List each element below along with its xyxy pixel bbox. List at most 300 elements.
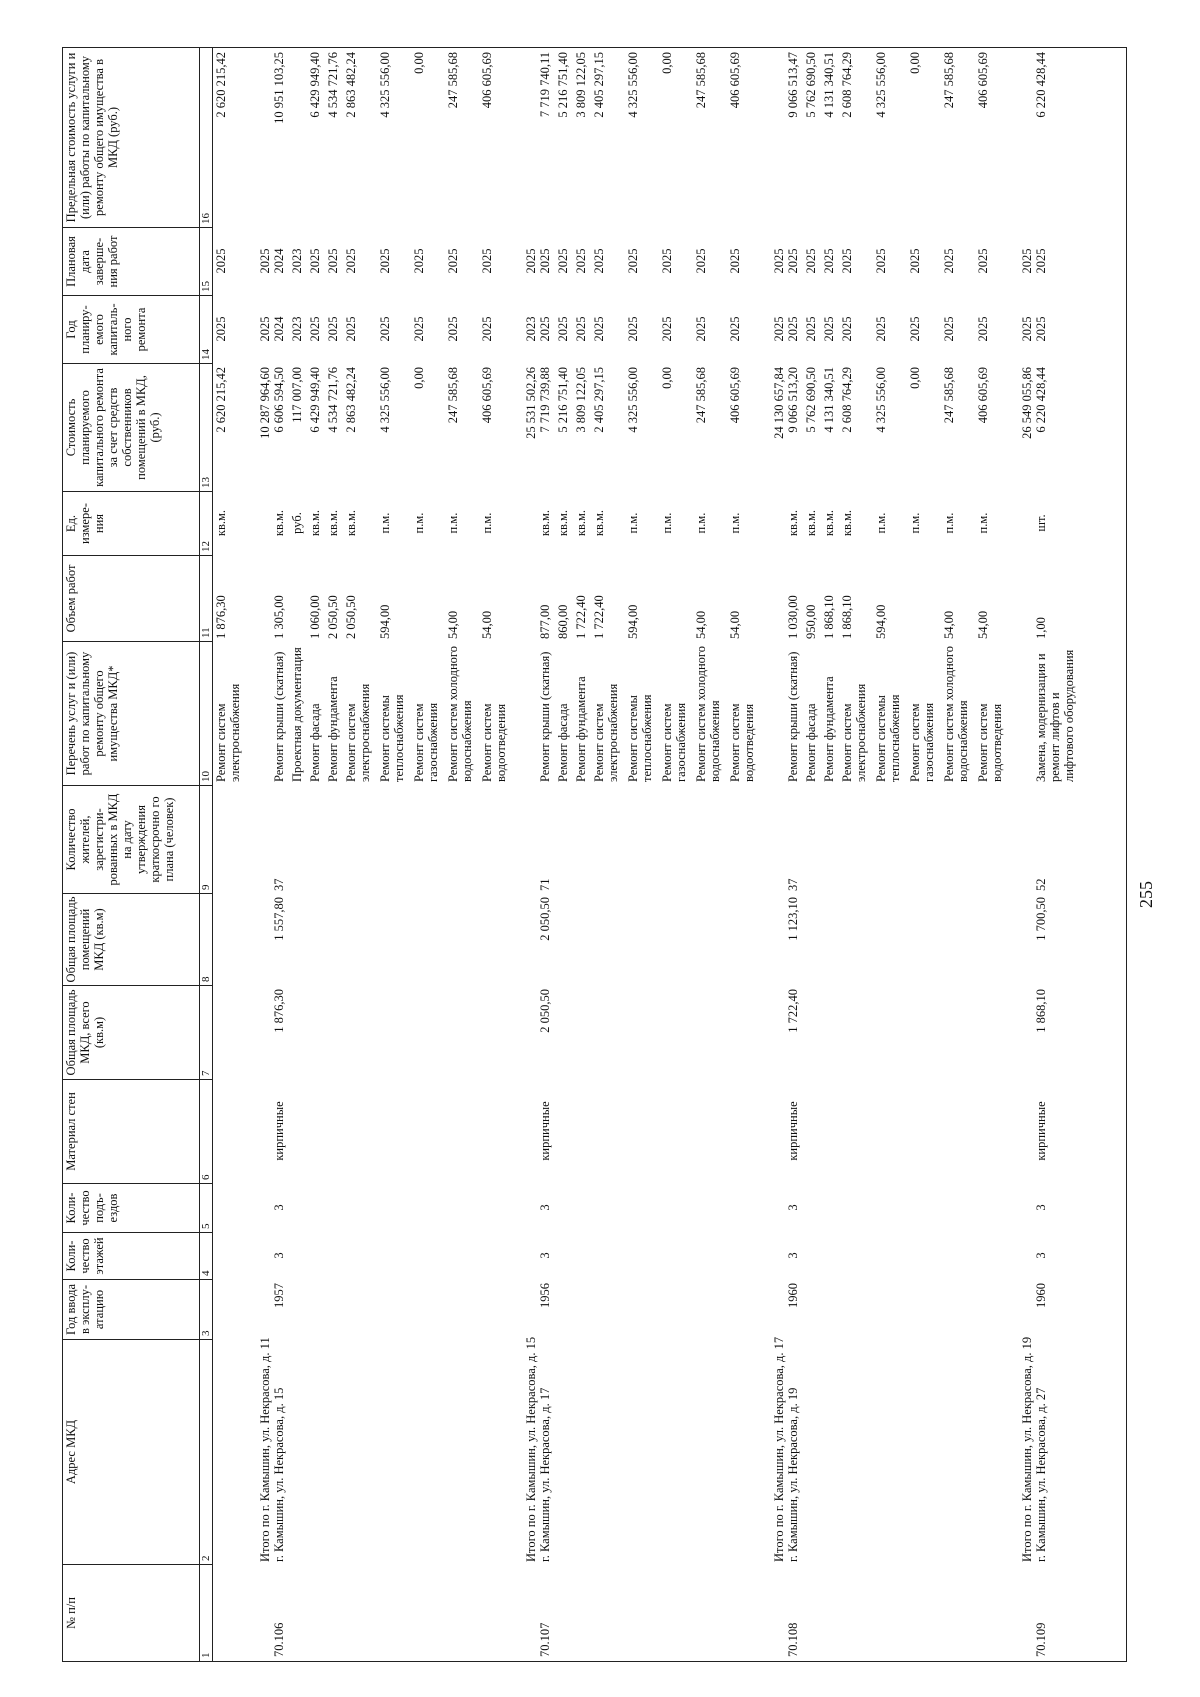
limit-cost: 6 429 949,40: [308, 52, 322, 118]
repair-year: 2025: [626, 316, 640, 342]
service-row: [290, 48, 304, 1661]
limit-cost: 4 325 556,00: [626, 52, 640, 118]
work-volume: 1 722,40: [574, 595, 588, 639]
entrances-count: 3: [786, 1204, 800, 1211]
planned-cost: 406 605,69: [976, 367, 990, 424]
unit: кв.м.: [214, 509, 228, 537]
column-header-13: Стоимость планируемого капитального ремонта за счет средств собственников помещений в МКД, (руб.): [63, 363, 199, 491]
total-year: 2025: [772, 316, 786, 342]
total-end-date: 2025: [772, 248, 786, 274]
service-row: [908, 48, 936, 1661]
total-area: 2 050,50: [538, 989, 552, 1033]
service-row: [874, 48, 902, 1661]
unit: кв.м.: [822, 509, 836, 537]
planned-cost: 117 007,00: [290, 367, 304, 423]
planned-cost: 4 325 556,00: [874, 367, 888, 433]
column-number-8: 8: [199, 893, 213, 985]
floors-count: 3: [538, 1252, 552, 1259]
planned-cost: 5 216 751,40: [556, 367, 570, 433]
end-date: 2025: [626, 248, 640, 274]
service-row: [480, 48, 508, 1661]
work-volume: 877,00: [538, 604, 552, 639]
work-volume: 54,00: [976, 610, 990, 639]
end-date: 2025: [214, 248, 228, 274]
column-header-4: Коли-чество этажей: [63, 1232, 199, 1279]
service-name: Ремонт систем холодного водоснабжения: [446, 646, 474, 782]
limit-cost: 406 605,69: [728, 52, 742, 109]
unit: руб.: [290, 512, 304, 534]
total-label: Итого по г. Камышин, ул. Некрасова, д. 17: [772, 1336, 786, 1562]
end-date: 2024: [272, 248, 286, 274]
end-date: 2025: [694, 248, 708, 274]
total-year: 2023: [524, 316, 538, 342]
service-name: Ремонт фундамента: [326, 676, 340, 782]
rooms-area: 2 050,50: [538, 897, 552, 941]
planned-cost: 6 606 594,50: [272, 367, 286, 433]
repair-year: 2025: [378, 316, 392, 342]
column-header-12: Ед. измере-ния: [63, 491, 199, 555]
repair-year: 2025: [804, 316, 818, 342]
total-year: 2025: [258, 316, 272, 342]
unit: кв.м.: [344, 509, 358, 537]
end-date: 2025: [728, 248, 742, 274]
residents-count: 71: [538, 878, 552, 891]
repair-year: 2025: [412, 316, 426, 342]
service-name: Замена, модернизация и ремонт лифтов и лифтового оборудования: [1034, 649, 1076, 782]
building-address: г. Камышин, ул. Некрасова, д. 15: [272, 1387, 286, 1562]
service-name: Ремонт фасада: [308, 703, 322, 782]
repair-year: 2025: [660, 316, 674, 342]
total-end-date: 2025: [258, 248, 272, 274]
column-number-2: 2: [199, 1339, 213, 1564]
total-label: Итого по г. Камышин, ул. Некрасова, д. 15: [524, 1336, 538, 1562]
work-volume: 1 305,00: [272, 595, 286, 639]
unit: п.м.: [694, 512, 708, 534]
column-number-6: 6: [199, 1079, 213, 1183]
unit: п.м.: [942, 512, 956, 534]
end-date: 2025: [786, 248, 800, 274]
work-volume: 1 876,30: [214, 595, 228, 639]
work-volume: 594,00: [378, 604, 392, 639]
column-number-11: 11: [199, 555, 213, 641]
planned-cost: 6 429 949,40: [308, 367, 322, 433]
repair-year: 2025: [942, 316, 956, 342]
limit-cost: 6 220 428,44: [1034, 52, 1048, 118]
total-area: 1 868,10: [1034, 989, 1048, 1033]
wall-material: кирпичные: [538, 1101, 552, 1161]
unit: п.м.: [660, 512, 674, 534]
service-name: Ремонт крыши (скатная): [538, 651, 552, 782]
unit: кв.м.: [786, 509, 800, 537]
column-header-11: Объем работ: [63, 555, 199, 641]
entrances-count: 3: [1034, 1204, 1048, 1211]
repair-year: 2025: [214, 316, 228, 342]
floors-count: 3: [272, 1252, 286, 1259]
work-volume: 1 060,00: [308, 595, 322, 639]
service-name: Ремонт системы теплоснабжения: [626, 694, 654, 782]
planned-cost: 4 131 340,51: [822, 367, 836, 433]
item-number: 70.107: [538, 1622, 552, 1657]
work-volume: 1 868,10: [822, 595, 836, 639]
total-row: [1020, 48, 1034, 1661]
work-volume: 54,00: [728, 610, 742, 639]
column-header-7: Общая площадь МКД, всего (кв.м): [63, 985, 199, 1079]
end-date: 2025: [308, 248, 322, 274]
service-row: [574, 48, 588, 1661]
repair-year: 2023: [290, 316, 304, 342]
planned-cost: 247 585,68: [694, 367, 708, 424]
page-number: 255: [1136, 881, 1156, 908]
limit-cost: 9 066 513,47: [786, 52, 800, 118]
end-date: 2025: [822, 248, 836, 274]
service-row: [344, 48, 372, 1661]
total-year: 2025: [1020, 316, 1034, 342]
repair-year: 2025: [1034, 316, 1048, 342]
service-row: [556, 48, 570, 1661]
end-date: 2025: [556, 248, 570, 274]
year-built: 1957: [272, 1283, 286, 1308]
residents-count: 37: [786, 878, 800, 891]
planned-cost: 0,00: [412, 367, 426, 389]
limit-cost: 247 585,68: [694, 52, 708, 109]
column-header-9: Количество жителей, зарегистри-рованных в МКД на дату утверждения краткосрочно го плана (человек): [63, 785, 199, 893]
service-row: [538, 48, 552, 1661]
building-address: г. Камышин, ул. Некрасова, д. 17: [538, 1387, 552, 1562]
service-row: [626, 48, 654, 1661]
work-volume: 1 030,00: [786, 595, 800, 639]
column-number-12: 12: [199, 491, 213, 555]
repair-year: 2025: [574, 316, 588, 342]
unit: кв.м.: [272, 509, 286, 537]
planned-cost: 9 066 513,20: [786, 367, 800, 433]
end-date: 2023: [290, 248, 304, 274]
repair-year: 2025: [786, 316, 800, 342]
planned-cost: 2 863 482,24: [344, 367, 358, 433]
limit-cost: 247 585,68: [446, 52, 460, 109]
end-date: 2025: [874, 248, 888, 274]
limit-cost: 5 216 751,40: [556, 52, 570, 118]
unit: п.м.: [908, 512, 922, 534]
service-row: [308, 48, 322, 1661]
limit-cost: 10 951 103,25: [272, 52, 286, 124]
end-date: 2025: [942, 248, 956, 274]
planned-cost: 2 608 764,29: [840, 367, 854, 433]
planned-cost: 6 220 428,44: [1034, 367, 1048, 433]
column-number-14: 14: [199, 295, 213, 363]
total-area: 1 722,40: [786, 989, 800, 1033]
unit: кв.м.: [326, 509, 340, 537]
unit: кв.м.: [592, 509, 606, 537]
planned-cost: 5 762 690,50: [804, 367, 818, 433]
service-row: [804, 48, 818, 1661]
item-number: 70.108: [786, 1622, 800, 1657]
limit-cost: 2 863 482,24: [344, 52, 358, 118]
limit-cost: 4 325 556,00: [874, 52, 888, 118]
service-row: [446, 48, 474, 1661]
service-name: Ремонт систем электроснабжения: [214, 683, 242, 782]
service-name: Ремонт систем электроснабжения: [840, 683, 868, 782]
limit-cost: 406 605,69: [480, 52, 494, 109]
wall-material: кирпичные: [1034, 1101, 1048, 1161]
end-date: 2025: [908, 248, 922, 274]
work-volume: 54,00: [942, 610, 956, 639]
service-name: Ремонт систем водоотведения: [480, 703, 508, 782]
total-cost: 10 287 964,60: [258, 367, 272, 439]
service-row: [378, 48, 406, 1661]
repair-year: 2025: [446, 316, 460, 342]
service-name: Ремонт крыши (скатная): [786, 651, 800, 782]
planned-cost: 4 325 556,00: [378, 367, 392, 433]
limit-cost: 4 131 340,51: [822, 52, 836, 118]
total-cost: 25 531 502,26: [524, 367, 538, 439]
total-row: [524, 48, 538, 1661]
work-volume: 1 868,10: [840, 595, 854, 639]
limit-cost: 0,00: [660, 52, 674, 74]
service-name: Ремонт системы теплоснабжения: [378, 694, 406, 782]
column-number-9: 9: [199, 785, 213, 893]
end-date: 2025: [804, 248, 818, 274]
unit: п.м.: [480, 512, 494, 534]
total-row: [258, 48, 272, 1661]
service-name: Ремонт фасада: [804, 703, 818, 782]
end-date: 2025: [446, 248, 460, 274]
service-name: Ремонт систем электроснабжения: [592, 683, 620, 782]
column-number-10: 10: [199, 641, 213, 785]
end-date: 2025: [574, 248, 588, 274]
repair-year: 2025: [344, 316, 358, 342]
floors-count: 3: [1034, 1252, 1048, 1259]
planned-cost: 7 719 739,88: [538, 367, 552, 433]
limit-cost: 4 325 556,00: [378, 52, 392, 118]
unit: п.м.: [378, 512, 392, 534]
limit-cost: 247 585,68: [942, 52, 956, 109]
column-header-1: № п/п: [63, 1564, 199, 1661]
unit: п.м.: [446, 512, 460, 534]
total-cost: 26 549 055,86: [1020, 367, 1034, 439]
work-volume: 1,00: [1034, 617, 1048, 639]
total-area: 1 876,30: [272, 989, 286, 1033]
column-header-14: Год планиру-емого капиталь-ного ремонта: [63, 295, 199, 363]
unit: кв.м.: [556, 509, 570, 537]
service-name: Ремонт систем водоотведения: [728, 703, 756, 782]
unit: п.м.: [412, 512, 426, 534]
end-date: 2025: [592, 248, 606, 274]
end-date: 2025: [378, 248, 392, 274]
total-label: Итого по г. Камышин, ул. Некрасова, д. 11: [258, 1337, 272, 1562]
service-row: [660, 48, 688, 1661]
service-name: Ремонт систем электроснабжения: [344, 683, 372, 782]
end-date: 2025: [1034, 248, 1048, 274]
service-row: [592, 48, 620, 1661]
end-date: 2025: [326, 248, 340, 274]
column-number-15: 15: [199, 227, 213, 295]
column-header-15: Плановая дата заверше-ния работ: [63, 227, 199, 295]
repair-year: 2025: [592, 316, 606, 342]
service-name: Ремонт систем газоснабжения: [908, 702, 936, 782]
end-date: 2025: [538, 248, 552, 274]
service-name: Ремонт фундамента: [574, 676, 588, 782]
work-volume: 2 050,50: [326, 595, 340, 639]
unit: кв.м.: [840, 509, 854, 537]
unit: п.м.: [874, 512, 888, 534]
limit-cost: 2 608 764,29: [840, 52, 854, 118]
service-row: [412, 48, 440, 1661]
service-row: [840, 48, 868, 1661]
column-header-10: Перечень услуг и (или) работ по капитальному ремонту общего имущества МКД*: [63, 641, 199, 785]
repair-year: 2025: [840, 316, 854, 342]
wall-material: кирпичные: [786, 1101, 800, 1161]
planned-cost: 4 325 556,00: [626, 367, 640, 433]
floors-count: 3: [786, 1252, 800, 1259]
column-number-7: 7: [199, 985, 213, 1079]
unit: кв.м.: [538, 509, 552, 537]
service-row: [272, 48, 286, 1661]
year-built: 1956: [538, 1283, 552, 1308]
work-volume: 1 722,40: [592, 595, 606, 639]
total-end-date: 2025: [524, 248, 538, 274]
repair-year: 2025: [538, 316, 552, 342]
rooms-area: 1 557,80: [272, 897, 286, 941]
end-date: 2025: [976, 248, 990, 274]
service-name: Ремонт систем холодного водоснабжения: [942, 646, 970, 782]
column-number-16: 16: [199, 48, 213, 227]
limit-cost: 406 605,69: [976, 52, 990, 109]
repair-year: 2025: [694, 316, 708, 342]
unit: п.м.: [976, 512, 990, 534]
rooms-area: 1 123,10: [786, 897, 800, 941]
service-row: [1034, 48, 1076, 1661]
rooms-area: 1 700,50: [1034, 897, 1048, 941]
service-name: Ремонт фасада: [556, 703, 570, 782]
repair-year: 2024: [272, 316, 286, 342]
repair-year: 2025: [556, 316, 570, 342]
building-address: г. Камышин, ул. Некрасова, д. 19: [786, 1387, 800, 1562]
end-date: 2025: [660, 248, 674, 274]
wall-material: кирпичные: [272, 1101, 286, 1161]
planned-cost: 2 620 215,42: [214, 367, 228, 433]
column-number-1: 1: [199, 1564, 213, 1661]
repair-plan-table: [62, 47, 1127, 1662]
service-row: [942, 48, 970, 1661]
entrances-count: 3: [538, 1204, 552, 1211]
service-name: Ремонт фундамента: [822, 676, 836, 782]
planned-cost: 4 534 721,76: [326, 367, 340, 433]
service-name: Ремонт систем холодного водоснабжения: [694, 646, 722, 782]
repair-year: 2025: [908, 316, 922, 342]
limit-cost: 2 405 297,15: [592, 52, 606, 118]
service-row: [976, 48, 1004, 1661]
service-name: Ремонт крыши (скатная): [272, 651, 286, 782]
item-number: 70.109: [1034, 1622, 1048, 1657]
service-row: [694, 48, 722, 1661]
limit-cost: 0,00: [412, 52, 426, 74]
end-date: 2025: [840, 248, 854, 274]
limit-cost: 3 809 122,05: [574, 52, 588, 118]
end-date: 2025: [480, 248, 494, 274]
end-date: 2025: [344, 248, 358, 274]
column-number-5: 5: [199, 1183, 213, 1232]
column-header-8: Общая площадь помещений МКД (кв.м): [63, 893, 199, 985]
service-row: [822, 48, 836, 1661]
entrances-count: 3: [272, 1204, 286, 1211]
repair-year: 2025: [326, 316, 340, 342]
work-volume: 54,00: [480, 610, 494, 639]
planned-cost: 406 605,69: [728, 367, 742, 424]
residents-count: 52: [1034, 878, 1048, 891]
planned-cost: 3 809 122,05: [574, 367, 588, 433]
service-name: Ремонт систем газоснабжения: [660, 702, 688, 782]
repair-year: 2025: [874, 316, 888, 342]
column-header-16: Предельная стоимость услуги и (или) работы по капитальному ремонту общего имущества в МКД (руб.): [64, 52, 120, 223]
limit-cost: 7 719 740,11: [538, 52, 552, 118]
service-row: [214, 48, 242, 1661]
end-date: 2025: [412, 248, 426, 274]
service-name: Ремонт системы теплоснабжения: [874, 694, 902, 782]
service-name: Ремонт систем газоснабжения: [412, 702, 440, 782]
service-row: [786, 48, 800, 1661]
planned-cost: 0,00: [908, 367, 922, 389]
repair-year: 2025: [480, 316, 494, 342]
repair-year: 2025: [822, 316, 836, 342]
work-volume: 2 050,50: [344, 595, 358, 639]
column-header-5: Коли-чество подъ-ездов: [63, 1183, 199, 1232]
column-number-3: 3: [199, 1279, 213, 1339]
work-volume: 594,00: [874, 604, 888, 639]
residents-count: 37: [272, 878, 286, 891]
repair-year: 2025: [976, 316, 990, 342]
planned-cost: 2 405 297,15: [592, 367, 606, 433]
column-number-4: 4: [199, 1232, 213, 1279]
service-row: [326, 48, 340, 1661]
work-volume: 54,00: [694, 610, 708, 639]
planned-cost: 247 585,68: [942, 367, 956, 424]
unit: кв.м.: [804, 509, 818, 537]
year-built: 1960: [786, 1283, 800, 1308]
limit-cost: 2 620 215,42: [214, 52, 228, 118]
item-number: 70.106: [272, 1622, 286, 1657]
work-volume: 54,00: [446, 610, 460, 639]
repair-year: 2025: [728, 316, 742, 342]
limit-cost: 0,00: [908, 52, 922, 74]
year-built: 1960: [1034, 1283, 1048, 1308]
unit: п.м.: [728, 512, 742, 534]
total-cost: 24 130 657,84: [772, 367, 786, 439]
planned-cost: 247 585,68: [446, 367, 460, 424]
planned-cost: 0,00: [660, 367, 674, 389]
building-address: г. Камышин, ул. Некрасова, д. 27: [1034, 1387, 1048, 1562]
limit-cost: 5 762 690,50: [804, 52, 818, 118]
service-row: [728, 48, 756, 1661]
work-volume: 860,00: [556, 604, 570, 639]
work-volume: 594,00: [626, 604, 640, 639]
service-name: Ремонт систем водоотведения: [976, 703, 1004, 782]
column-number-13: 13: [199, 363, 213, 491]
column-header-3: Год ввода в эксплу-атацию: [63, 1279, 199, 1339]
work-volume: 950,00: [804, 604, 818, 639]
unit: п.м.: [626, 512, 640, 534]
unit: кв.м.: [574, 509, 588, 537]
limit-cost: 4 534 721,76: [326, 52, 340, 118]
column-header-2: Адрес МКД: [63, 1339, 199, 1564]
total-label: Итого по г. Камышин, ул. Некрасова, д. 19: [1020, 1336, 1034, 1562]
column-header-6: Материал стен: [63, 1079, 199, 1183]
repair-year: 2025: [308, 316, 322, 342]
unit: шт.: [1034, 514, 1048, 532]
service-name: Проектная документация: [290, 647, 304, 782]
unit: кв.м.: [308, 509, 322, 537]
total-row: [772, 48, 786, 1661]
planned-cost: 406 605,69: [480, 367, 494, 424]
